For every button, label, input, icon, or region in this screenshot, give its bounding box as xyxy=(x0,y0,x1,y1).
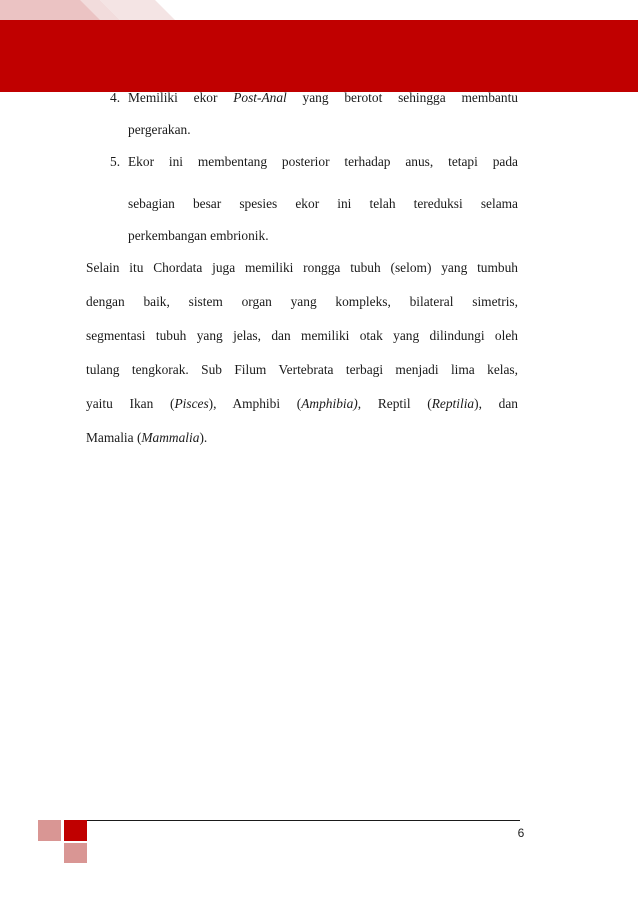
list-item-number: 4. xyxy=(110,90,121,105)
list-item-number: 5. xyxy=(110,154,121,169)
list-item-line: Memiliki ekor Post-Anal yang berotot sehingga membantu xyxy=(128,90,518,105)
list-item-line: pergerakan. xyxy=(128,122,191,137)
footer-square-pink xyxy=(38,820,61,841)
paragraph-line: Mamalia (Mammalia). xyxy=(86,430,208,445)
paragraph-line: dengan baik, sistem organ yang kompleks, bilateral simetris, xyxy=(86,294,518,309)
header-banner xyxy=(0,0,638,92)
page-number: 6 xyxy=(517,826,525,840)
list-item-line: perkembangan embrionik. xyxy=(128,228,269,243)
header-red-bar xyxy=(0,20,638,92)
paragraph-line: yaitu Ikan (Pisces), Amphibi (Amphibia), Reptil (Reptilia), dan xyxy=(86,396,518,411)
footer-square-red xyxy=(64,820,87,841)
paragraph-line: Selain itu Chordata juga memiliki rongga tubuh (selom) yang tumbuh xyxy=(86,260,518,275)
paragraph-line: tulang tengkorak. Sub Filum Vertebrata terbagi menjadi lima kelas, xyxy=(86,362,518,377)
footer-square-pink-lower xyxy=(64,843,87,863)
list-item-line: Ekor ini membentang posterior terhadap anus, tetapi pada xyxy=(128,154,518,169)
header-graphic xyxy=(0,0,638,92)
list-item-line: sebagian besar spesies ekor ini telah tereduksi selama xyxy=(128,196,518,211)
footer-rule xyxy=(87,820,520,821)
paragraph-line: segmentasi tubuh yang jelas, dan memiliki otak yang dilindungi oleh xyxy=(86,328,518,343)
